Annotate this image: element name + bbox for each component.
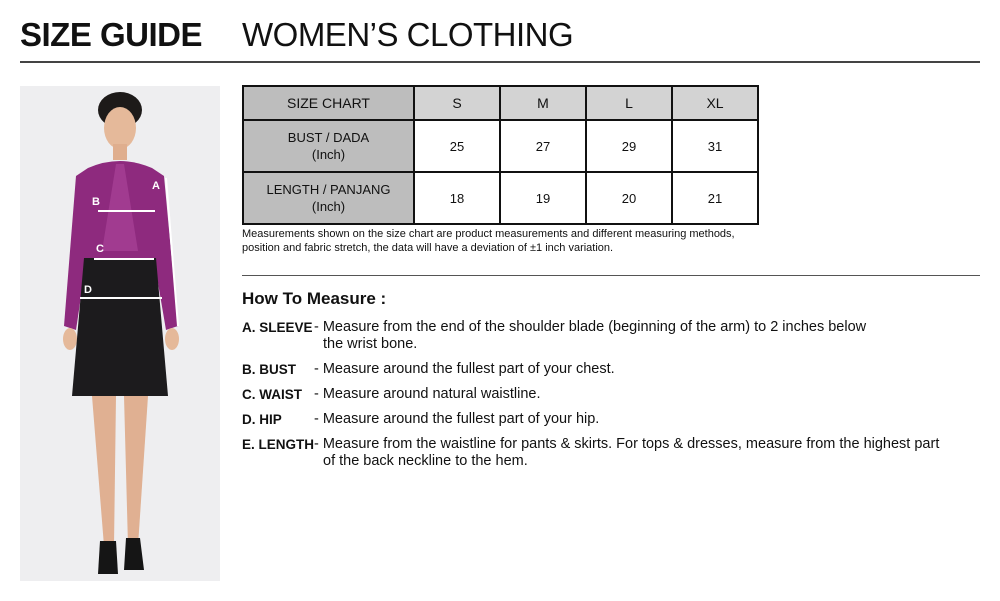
row-header-unit: (Inch) — [311, 147, 346, 162]
size-column-header: M — [500, 86, 586, 120]
table-row — [243, 172, 758, 224]
measure-label: B. BUST — [242, 362, 296, 377]
measure-description — [314, 386, 982, 403]
table-cell: 19 — [500, 172, 586, 224]
model-figure — [20, 86, 220, 581]
page-header — [20, 14, 980, 60]
table-cell: 18 — [414, 172, 500, 224]
measurement-note — [242, 227, 762, 255]
marker-b-label: B — [92, 196, 100, 208]
measure-description — [314, 319, 982, 353]
measure-label: C. WAIST — [242, 387, 302, 402]
size-column-header: L — [586, 86, 672, 120]
size-column-header: XL — [672, 86, 758, 120]
table-cell: 31 — [672, 120, 758, 172]
measure-text: - Measure around natural waistline. — [314, 386, 541, 402]
row-header-unit: (Inch) — [311, 199, 346, 214]
measure-text-continued: the wrist bone. — [323, 336, 418, 352]
table-cell: 27 — [500, 120, 586, 172]
note-line: position and fabric stretch, the data will have a deviation of ±1 inch variation. — [242, 242, 614, 254]
table-cell: 21 — [672, 172, 758, 224]
model-illustration — [20, 86, 220, 581]
measure-text: - Measure from the end of the shoulder blade (beginning of the arm) to 2 inches below — [314, 319, 867, 335]
table-cell: 20 — [586, 172, 672, 224]
measure-text: - Measure around the fullest part of your chest. — [314, 361, 615, 377]
measure-description — [314, 411, 982, 428]
section-divider — [242, 275, 980, 276]
page-subtitle: WOMEN’S CLOTHING — [242, 16, 574, 53]
note-line: Measurements shown on the size chart are product measurements and different measuring methods, — [242, 228, 735, 240]
marker-d-label: D — [84, 284, 92, 296]
table-cell: 25 — [414, 120, 500, 172]
measure-text: - Measure around the fullest part of your hip. — [314, 411, 600, 427]
measure-label: D. HIP — [242, 412, 282, 427]
row-header-bust — [243, 120, 414, 172]
measure-label: A. SLEEVE — [242, 320, 313, 335]
marker-a-label: A — [152, 180, 160, 192]
measure-text-continued: of the back neckline to the hem. — [323, 453, 528, 469]
size-chart-table — [242, 85, 759, 225]
header-divider — [20, 61, 980, 63]
how-to-measure-title: How To Measure : — [242, 289, 387, 308]
row-header-line: BUST / DADA — [287, 130, 370, 145]
size-chart-header-cell: SIZE CHART — [243, 86, 414, 120]
table-row — [243, 120, 758, 172]
row-header-line: LENGTH / PANJANG — [266, 182, 391, 197]
marker-c-label: C — [96, 243, 104, 255]
table-header-row — [243, 86, 758, 120]
measure-description — [314, 361, 982, 378]
size-column-header: S — [414, 86, 500, 120]
measure-label: E. LENGTH — [242, 437, 315, 452]
page-title: SIZE GUIDE — [20, 16, 203, 53]
measure-description — [314, 436, 982, 470]
measure-text: - Measure from the waistline for pants & skirts. For tops & dresses, measure from the highest part — [314, 436, 940, 452]
table-cell: 29 — [586, 120, 672, 172]
row-header-length — [243, 172, 414, 224]
